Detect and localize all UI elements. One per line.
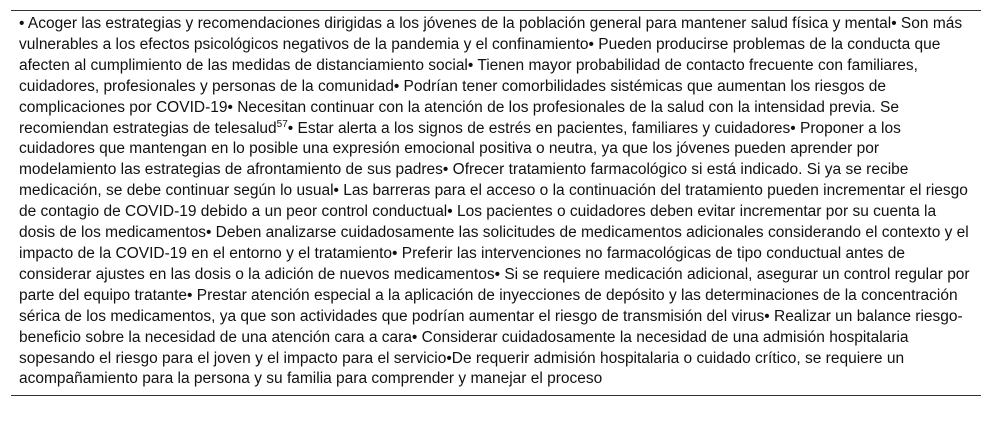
table-cell xyxy=(11,11,981,395)
recommendations-table xyxy=(11,10,981,396)
cell-text-part-1: • Acoger las estrategias y recomendaciones dirigidas a los jóvenes de la población general para mantener salud física y mental• Son más vulnerables a los efectos psicológicos negativos de la pandemia y el confinamiento• Pueden producirse problemas de la conducta que afecten al cumplimiento de las medidas de distanciamiento social• Tienen mayor probabilidad de contacto frecuente con familiares, cuidadores, profesionales y personas de la comunidad• Podrían tener comorbilidades sistémicas que aumentan los riesgos de complicaciones por COVID-19• Necesitan continuar con la atención de los profesionales de la salud con la intensidad previa. Se recomiendan estrategias de telesalud xyxy=(19,15,963,137)
reference-superscript[interactable]: 57 xyxy=(276,118,288,130)
cell-text-part-2: • Estar alerta a los signos de estrés en pacientes, familiares y cuidadores• Proponer a los cuidadores que mantengan en lo posible una expresión emocional positiva o neutra, ya que los jóvenes pueden aprender por modelamiento las estrategias de afrontamiento de sus padres• Ofrecer tratamiento farmacológico si está indicado. Si ya se recibe medicación, se debe continuar según lo usual• Las barreras para el acceso o la continuación del tratamiento pueden incrementar el riesgo de contagio de COVID-19 debido a un peor control conductual• Los pacientes o cuidadores deben evitar incrementar por su cuenta la dosis de los medicamentos• Deben analizarse cuidadosamente las solicitudes de medicamentos adicionales considerando el contexto y el impacto de la COVID-19 en el entorno y el tratamiento• Preferir las intervenciones no farmacológicas de tipo conductual antes de considerar ajustes en las dosis o la adición de nuevos medicamentos• Si se requiere medicación adicional, asegurar un control regular por parte del equipo tratante• Prestar atención especial a la aplicación de inyecciones de depósito y las determinaciones de la concentración sérica de los medicamentos, ya que son actividades que podrían aumentar el riesgo de transmisión del virus• Realizar un balance riesgo-beneficio sobre la necesidad de una atención cara a cara• Considerar cuidadosamente la necesidad de una admisión hospitalaria sopesando el riesgo para el joven y el impacto para el servicio•De requerir admisión hospitalaria o cuidado crítico, se requiere un acompañamiento para la persona y su familia para comprender y manejar el proceso xyxy=(19,119,970,388)
